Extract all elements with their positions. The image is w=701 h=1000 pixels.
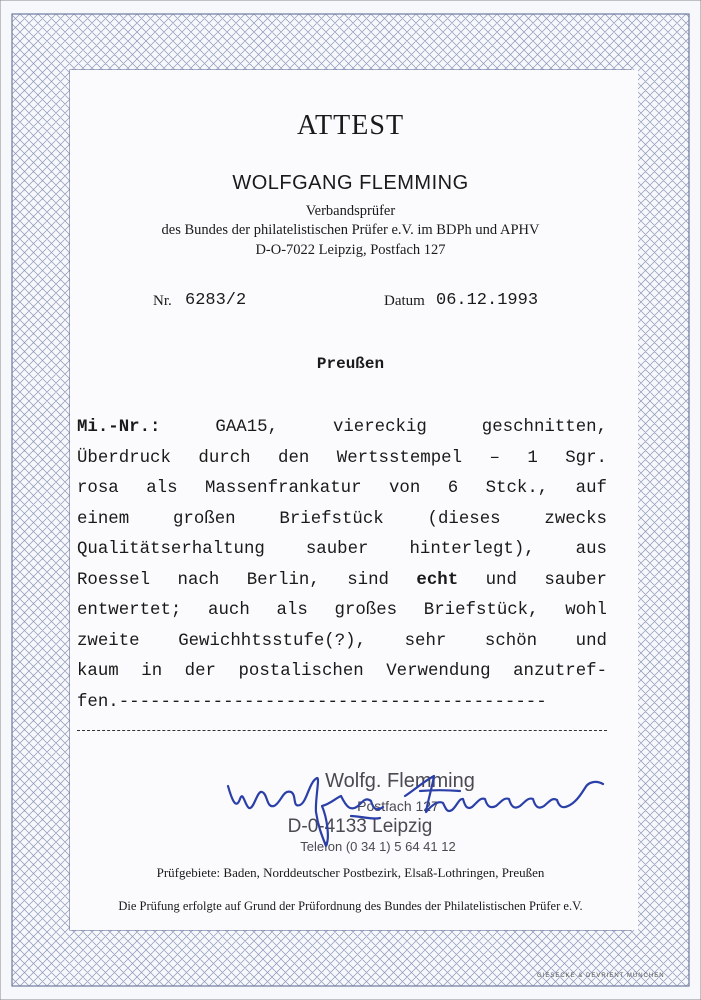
association-line: des Bundes der philatelistischen Prüfer e.V. im BDPh und APHV xyxy=(161,222,540,238)
body-line-6-start: Roessel nach Berlin, sind xyxy=(77,570,389,590)
examiner-address: D-O-7022 Leipzig, Postfach 127 xyxy=(255,242,446,258)
body-line-2: Überdruck durch den Wertsstempel – 1 Sgr. xyxy=(77,448,607,468)
stamp-postfach: Postfach 127 xyxy=(357,798,439,814)
body-line-8: zweite Gewichhtsstufe(?), sehr schön und xyxy=(77,631,607,651)
body-line-6-end: und sauber xyxy=(485,570,607,590)
body-line-10: fen.----------------------------------------- xyxy=(77,692,547,712)
body-line-5: Qualitätserhaltung sauber hinterlegt), aus xyxy=(77,540,607,559)
number-label: Nr. xyxy=(153,293,172,309)
legal-note: Die Prüfung erfolgte auf Grund der Prüfordnung des Bundes der Philatelistischen Prüfer e.V. xyxy=(118,899,583,913)
cut-description-2: geschnitten, xyxy=(481,418,608,437)
body-line-4: einem großen Briefstück (dieses zwecks xyxy=(77,509,607,529)
genuine-verdict: echt xyxy=(416,570,459,590)
body-line-3: rosa als Massenfrankatur von 6 Stck., auf xyxy=(77,479,607,498)
printer-imprint: GIESECKE & DEVRIENT MÜNCHEN xyxy=(537,973,665,979)
certificate-number: 6283/2 xyxy=(185,291,247,310)
date-label: Datum xyxy=(384,293,425,309)
cut-description: viereckig xyxy=(332,418,427,437)
examiner-role: Verbandsprüfer xyxy=(305,203,396,219)
examination-areas: Prüfgebiete: Baden, Norddeutscher Postbezirk, Elsaß-Lothringen, Preußen xyxy=(156,865,545,880)
certificate-title: ATTEST xyxy=(296,110,405,141)
examiner-name: WOLFGANG FLEMMING xyxy=(232,172,469,194)
body-line-9: kaum in der postalischen Verwendung anzutref- xyxy=(77,662,607,681)
stamp-region: Preußen xyxy=(316,355,385,373)
stamp-phone: Telefon (0 34 1) 5 64 41 12 xyxy=(300,839,456,854)
certificate-date: 06.12.1993 xyxy=(436,291,539,310)
stamp-name: Wolfg. Flemming xyxy=(325,770,475,792)
catalogue-number-label: Mi.-Nr.: xyxy=(77,418,161,437)
body-line-7: entwertet; auch als großes Briefstück, wohl xyxy=(77,601,607,620)
stamp-city: D-0-4133 Leipzig xyxy=(287,816,433,837)
catalogue-number: GAA15, xyxy=(215,418,279,437)
